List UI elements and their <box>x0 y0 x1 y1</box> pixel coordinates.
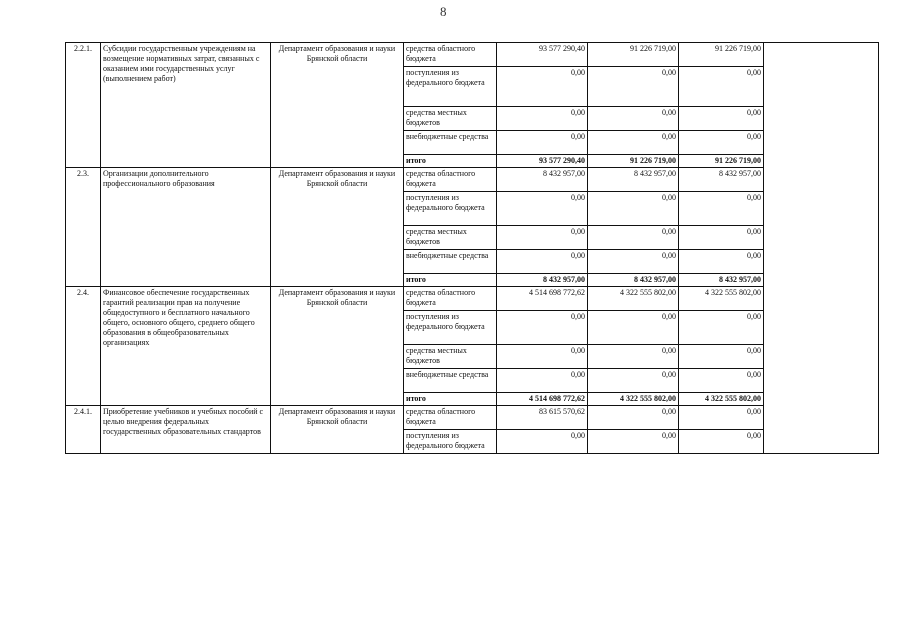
amount-v2: 0,00 <box>588 192 679 226</box>
notes-column <box>764 43 879 454</box>
item-executor: Департамент образования и науки Брянской области <box>271 168 404 287</box>
item-number: 2.2.1. <box>66 43 101 168</box>
amount-v3: 0,00 <box>679 369 764 393</box>
amount-v2: 4 322 555 802,00 <box>588 287 679 311</box>
item-number: 2.4. <box>66 287 101 406</box>
item-executor: Департамент образования и науки Брянской области <box>271 287 404 406</box>
amount-v1: 93 577 290,40 <box>497 43 588 67</box>
amount-v1: 0,00 <box>497 430 588 454</box>
amount-v1: 0,00 <box>497 250 588 274</box>
funding-source: средства областного бюджета <box>404 43 497 67</box>
amount-v2: 91 226 719,00 <box>588 155 679 168</box>
amount-v3: 0,00 <box>679 430 764 454</box>
amount-v1: 0,00 <box>497 67 588 107</box>
amount-v1: 4 514 698 772,62 <box>497 287 588 311</box>
amount-v2: 0,00 <box>588 311 679 345</box>
amount-v2: 91 226 719,00 <box>588 43 679 67</box>
amount-v2: 0,00 <box>588 369 679 393</box>
amount-v1: 0,00 <box>497 345 588 369</box>
budget-table <box>65 42 879 454</box>
amount-v3: 0,00 <box>679 107 764 131</box>
funding-source: итого <box>404 155 497 168</box>
amount-v3: 0,00 <box>679 131 764 155</box>
amount-v3: 8 432 957,00 <box>679 168 764 192</box>
amount-v3: 0,00 <box>679 67 764 107</box>
funding-source: средства областного бюджета <box>404 168 497 192</box>
amount-v2: 4 322 555 802,00 <box>588 393 679 406</box>
funding-source: итого <box>404 393 497 406</box>
item-name: Финансовое обеспечение государственных гарантий реализации прав на получение общедоступного и бесплатного начального общего, основного общего, среднего общего образования в общеобразовательных организациях <box>101 287 271 406</box>
item-name: Организации дополнительного профессионального образования <box>101 168 271 287</box>
item-executor: Департамент образования и науки Брянской области <box>271 406 404 454</box>
amount-v3: 0,00 <box>679 226 764 250</box>
item-number: 2.4.1. <box>66 406 101 454</box>
amount-v3: 0,00 <box>679 192 764 226</box>
item-name: Приобретение учебников и учебных пособий с целью внедрения федеральных государственных образовательных стандартов <box>101 406 271 454</box>
page-number: 8 <box>440 4 447 19</box>
amount-v3: 4 322 555 802,00 <box>679 393 764 406</box>
funding-source: внебюджетные средства <box>404 369 497 393</box>
amount-v2: 0,00 <box>588 406 679 430</box>
funding-source: средства местных бюджетов <box>404 107 497 131</box>
funding-source: средства областного бюджета <box>404 287 497 311</box>
amount-v3: 91 226 719,00 <box>679 155 764 168</box>
amount-v3: 8 432 957,00 <box>679 274 764 287</box>
table-row <box>66 43 879 67</box>
amount-v2: 0,00 <box>588 67 679 107</box>
amount-v1: 0,00 <box>497 192 588 226</box>
amount-v2: 8 432 957,00 <box>588 168 679 192</box>
funding-source: итого <box>404 274 497 287</box>
amount-v2: 0,00 <box>588 131 679 155</box>
funding-source: средства местных бюджетов <box>404 345 497 369</box>
table-row <box>66 287 879 311</box>
amount-v1: 8 432 957,00 <box>497 274 588 287</box>
funding-source: поступления из федерального бюджета <box>404 67 497 107</box>
item-number: 2.3. <box>66 168 101 287</box>
amount-v1: 8 432 957,00 <box>497 168 588 192</box>
amount-v1: 0,00 <box>497 369 588 393</box>
item-executor: Департамент образования и науки Брянской области <box>271 43 404 168</box>
amount-v3: 0,00 <box>679 345 764 369</box>
amount-v2: 0,00 <box>588 250 679 274</box>
amount-v3: 0,00 <box>679 311 764 345</box>
funding-source: поступления из федерального бюджета <box>404 430 497 454</box>
amount-v2: 8 432 957,00 <box>588 274 679 287</box>
funding-source: средства областного бюджета <box>404 406 497 430</box>
table-row <box>66 168 879 192</box>
item-name: Субсидии государственным учреждениям на возмещение нормативных затрат, связанных с оказанием ими государственных услуг (выполнением работ) <box>101 43 271 168</box>
funding-source: внебюджетные средства <box>404 250 497 274</box>
amount-v1: 0,00 <box>497 131 588 155</box>
amount-v3: 0,00 <box>679 406 764 430</box>
amount-v1: 0,00 <box>497 226 588 250</box>
amount-v2: 0,00 <box>588 430 679 454</box>
amount-v2: 0,00 <box>588 345 679 369</box>
amount-v1: 4 514 698 772,62 <box>497 393 588 406</box>
funding-source: внебюджетные средства <box>404 131 497 155</box>
amount-v2: 0,00 <box>588 226 679 250</box>
funding-source: поступления из федерального бюджета <box>404 192 497 226</box>
amount-v1: 83 615 570,62 <box>497 406 588 430</box>
funding-source: средства местных бюджетов <box>404 226 497 250</box>
amount-v3: 91 226 719,00 <box>679 43 764 67</box>
amount-v3: 4 322 555 802,00 <box>679 287 764 311</box>
funding-source: поступления из федерального бюджета <box>404 311 497 345</box>
amount-v2: 0,00 <box>588 107 679 131</box>
table-row <box>66 406 879 430</box>
amount-v3: 0,00 <box>679 250 764 274</box>
amount-v1: 0,00 <box>497 311 588 345</box>
amount-v1: 0,00 <box>497 107 588 131</box>
amount-v1: 93 577 290,40 <box>497 155 588 168</box>
